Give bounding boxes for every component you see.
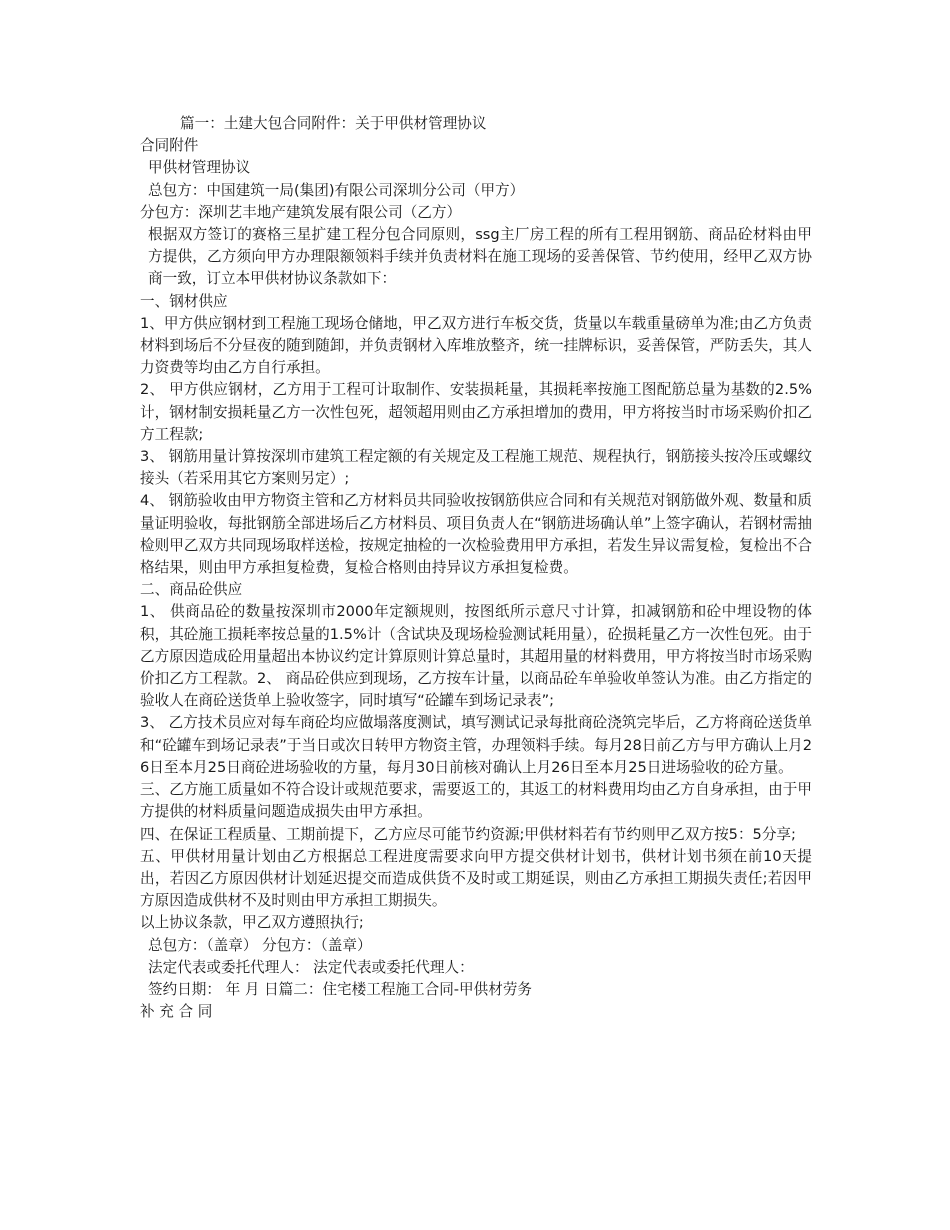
section-heading-steel: 一、钢材供应 — [140, 292, 228, 310]
paragraph-concrete-3: 3、 乙方技术员应对每车商砼均应做塌落度测试，填写测试记录每批商砼浇筑完毕后，乙方将商砼送货单和“砼罐车到场记录表”于当日或次日转甲方物资主管，办理领料手续。每月28日前乙方与甲方确认上月26日至本月25日商砼进场验收的方量，每月30日前核对确认上月26日至本月25日进场验收的砼方量。 — [140, 714, 812, 776]
paragraph-general-contractor: 总包方：中国建筑一局(集团)有限公司深圳分公司（甲方） — [148, 181, 525, 199]
paragraph-seals: 总包方：（盖章） 分包方：（盖章） — [148, 936, 372, 954]
paragraph-subcontractor: 分包方：深圳艺丰地产建筑发展有限公司（乙方） — [140, 203, 462, 221]
paragraph-agreement-name: 甲供材管理协议 — [148, 159, 251, 177]
section-heading-concrete: 二、商品砼供应 — [140, 581, 243, 599]
document-title: 篇一：土建大包合同附件：关于甲供材管理协议 — [180, 115, 487, 132]
paragraph-contract-attachment: 合同附件 — [140, 137, 199, 155]
paragraph-supplement-title: 补 充 合 同 — [140, 1003, 213, 1021]
paragraph-saving: 四、在保证工程质量、工期前提下，乙方应尽可能节约资源;甲供材料若有节约则甲乙双方按5：5分享; — [140, 825, 796, 843]
paragraph-steel-3: 3、 钢筋用量计算按深圳市建筑工程定额的有关规定及工程施工规范、规程执行，钢筋接头按冷压或螺纹接头（若采用其它方案则另定）; — [140, 448, 812, 488]
paragraph-preamble: 根据双方签订的赛格三星扩建工程分包合同原则，ssg主厂房工程的所有工程用钢筋、商品砼材料由甲方提供，乙方须向甲方办理限额领料手续并负责材料在施工现场的妥善保管、节约使用，经甲乙双方协商一致，订立本甲供材协议条款如下： — [148, 226, 812, 288]
paragraph-quality: 三、乙方施工质量如不符合设计或规范要求，需要返工的，其返工的材料费用均由乙方自身承担，由于甲方提供的材料质量问题造成损失由甲方承担。 — [140, 781, 812, 821]
paragraph-plan: 五、甲供材用量计划由乙方根据总工程进度需要求向甲方提交供材计划书，供材计划书须在前10天提出，若因乙方原因供材计划延迟提交而造成供货不及时或工期延误，则由乙方承担工期损失责任;若因甲方原因造成供材不及时则由甲方承担工期损失。 — [140, 847, 812, 910]
document-body — [140, 113, 812, 1023]
paragraph-concrete-1: 1、 供商品砼的数量按深圳市2000年定额规则，按图纸所示意尺寸计算，扣减钢筋和砼中埋设物的体积，其砼施工损耗率按总量的1.5%计（含试块及现场检验测试耗用量），砼损耗量乙方一次性包死。由于乙方原因造成砼用量超出本协议约定计算原则计算总量时，其超用量的材料费用，甲方将按当时市场采购价扣乙方工程款。2、 商品砼供应到现场，乙方按车计量，以商品砼车单验收单签认为准。由乙方指定的验收人在商砼送货单上验收签字，同时填写“砼罐车到场记录表”; — [140, 603, 812, 710]
paragraph-closing: 以上协议条款，甲乙双方遵照执行; — [140, 914, 364, 932]
paragraph-steel-2: 2、 甲方供应钢材，乙方用于工程可计取制作、安装损耗量，其损耗率按施工图配筋总量为基数的2.5%计，钢材制安损耗量乙方一次性包死，超领超用则由乙方承担增加的费用，甲方将按当时市场采购价扣乙方工程款; — [140, 381, 812, 443]
paragraph-steel-4: 4、 钢筋验收由甲方物资主管和乙方材料员共同验收按钢筋供应合同和有关规范对钢筋做外观、数量和质量证明验收，每批钢筋全部进场后乙方材料员、项目负责人在“钢筋进场确认单”上签字确认，若钢材需抽检则甲乙双方共同现场取样送检，按规定抽检的一次检验费用甲方承担，若发生异议需复检，复检出不合格结果，则由甲方承担复检费，复检合格则由持异议方承担复检费。 — [140, 492, 812, 577]
paragraph-representatives: 法定代表或委托代理人： 法定代表或委托代理人： — [148, 958, 474, 976]
paragraph-sign-date: 签约日期： 年 月 日篇二：住宅楼工程施工合同-甲供材劳务 — [148, 980, 533, 998]
paragraph-steel-1: 1、甲方供应钢材到工程施工现场仓储地，甲乙双方进行车板交货，货量以车载重量磅单为准;由乙方负责材料到场后不分昼夜的随到随卸，并负责钢材入库堆放整齐，统一挂牌标识，妥善保管，严防丢失，其人力资费等均由乙方自行承担。 — [140, 314, 812, 377]
